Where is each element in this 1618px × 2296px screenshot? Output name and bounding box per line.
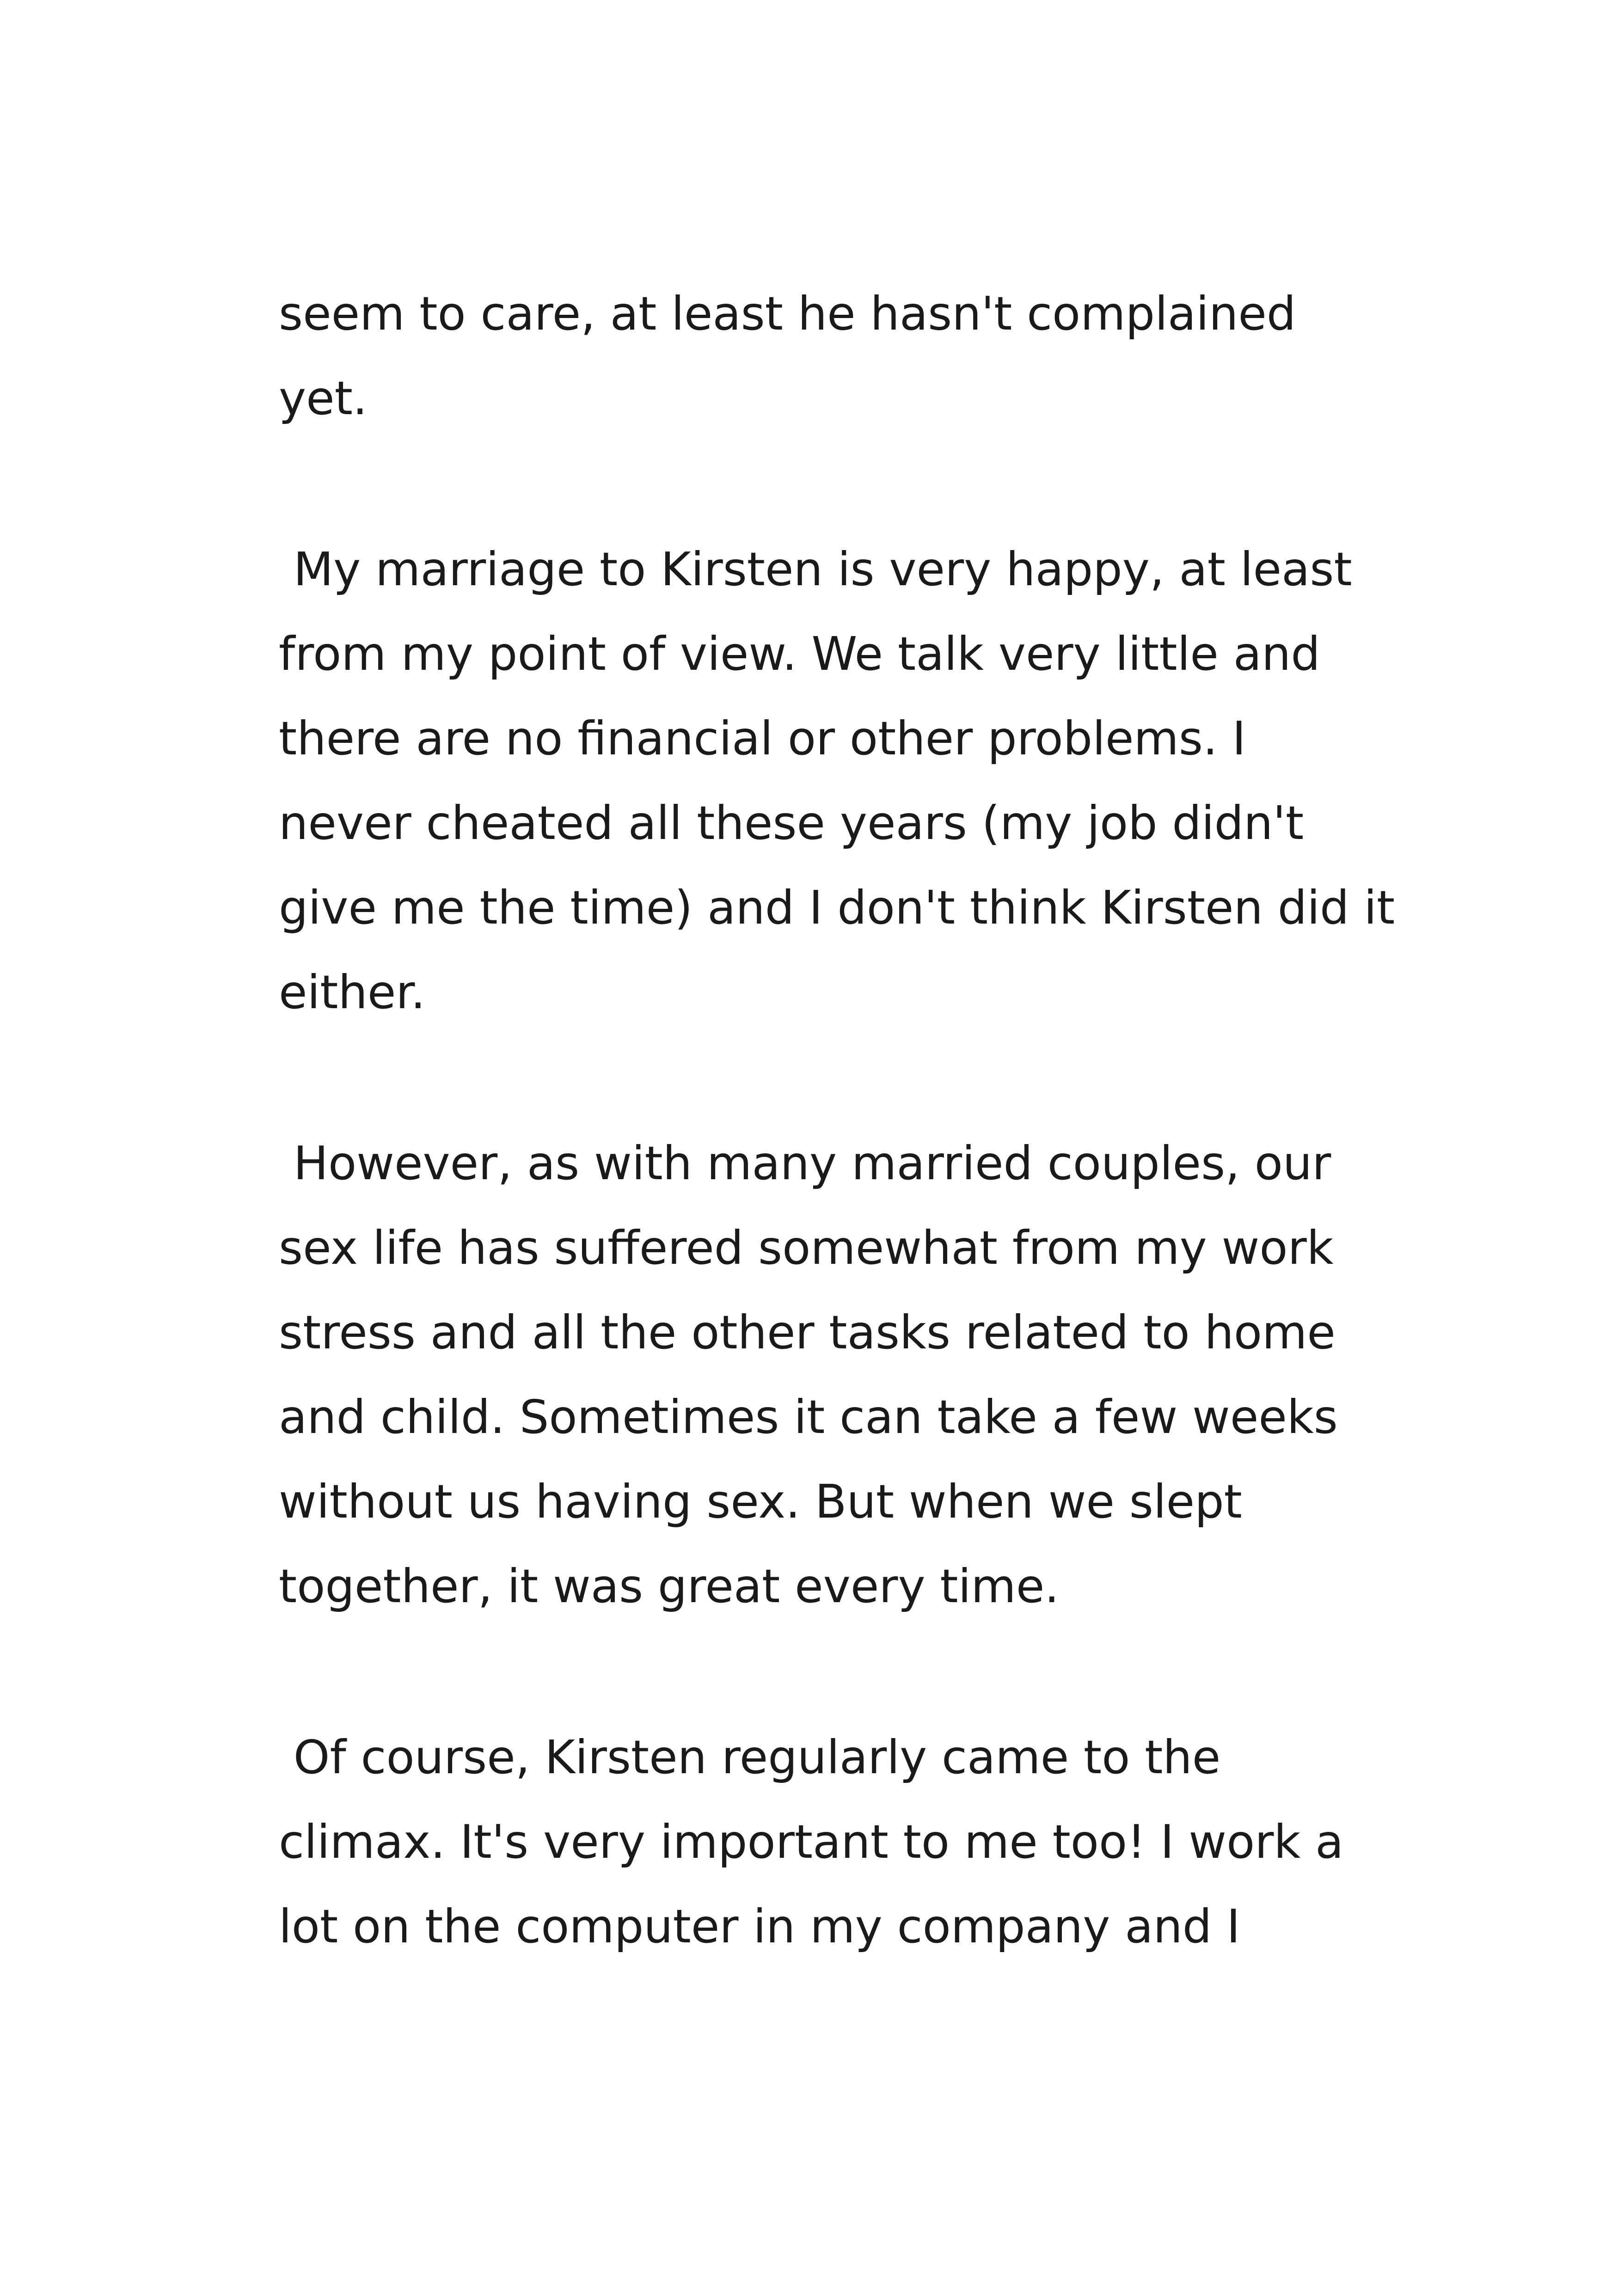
text-line: never cheated all these years (my job didn't: [279, 796, 1304, 850]
text-line: either.: [279, 965, 426, 1019]
text-line: Of course, Kirsten regularly came to the: [279, 1730, 1221, 1784]
text-line: stress and all the other tasks related to home: [279, 1305, 1336, 1359]
text-line: climax. It's very important to me too! I work a: [279, 1815, 1344, 1869]
text-line: sex life has suffered somewhat from my work: [279, 1221, 1334, 1275]
text-line: together, it was great every time.: [279, 1559, 1060, 1613]
text-line: However, as with many married couples, our: [279, 1136, 1331, 1190]
text-line: there are no financial or other problems. I: [279, 711, 1246, 765]
text-line: without us having sex. But when we slept: [279, 1475, 1242, 1529]
text-line: from my point of view. We talk very little and: [279, 627, 1320, 681]
text-line: My marriage to Kirsten is very happy, at least: [279, 542, 1352, 596]
text-line: yet.: [279, 371, 368, 425]
text-line: lot on the computer in my company and I: [279, 1899, 1240, 1953]
text-line: seem to care, at least he hasn't complained: [279, 287, 1296, 341]
text-line: give me the time) and I don't think Kirsten did it: [279, 881, 1395, 935]
text-line: and child. Sometimes it can take a few weeks: [279, 1390, 1338, 1444]
